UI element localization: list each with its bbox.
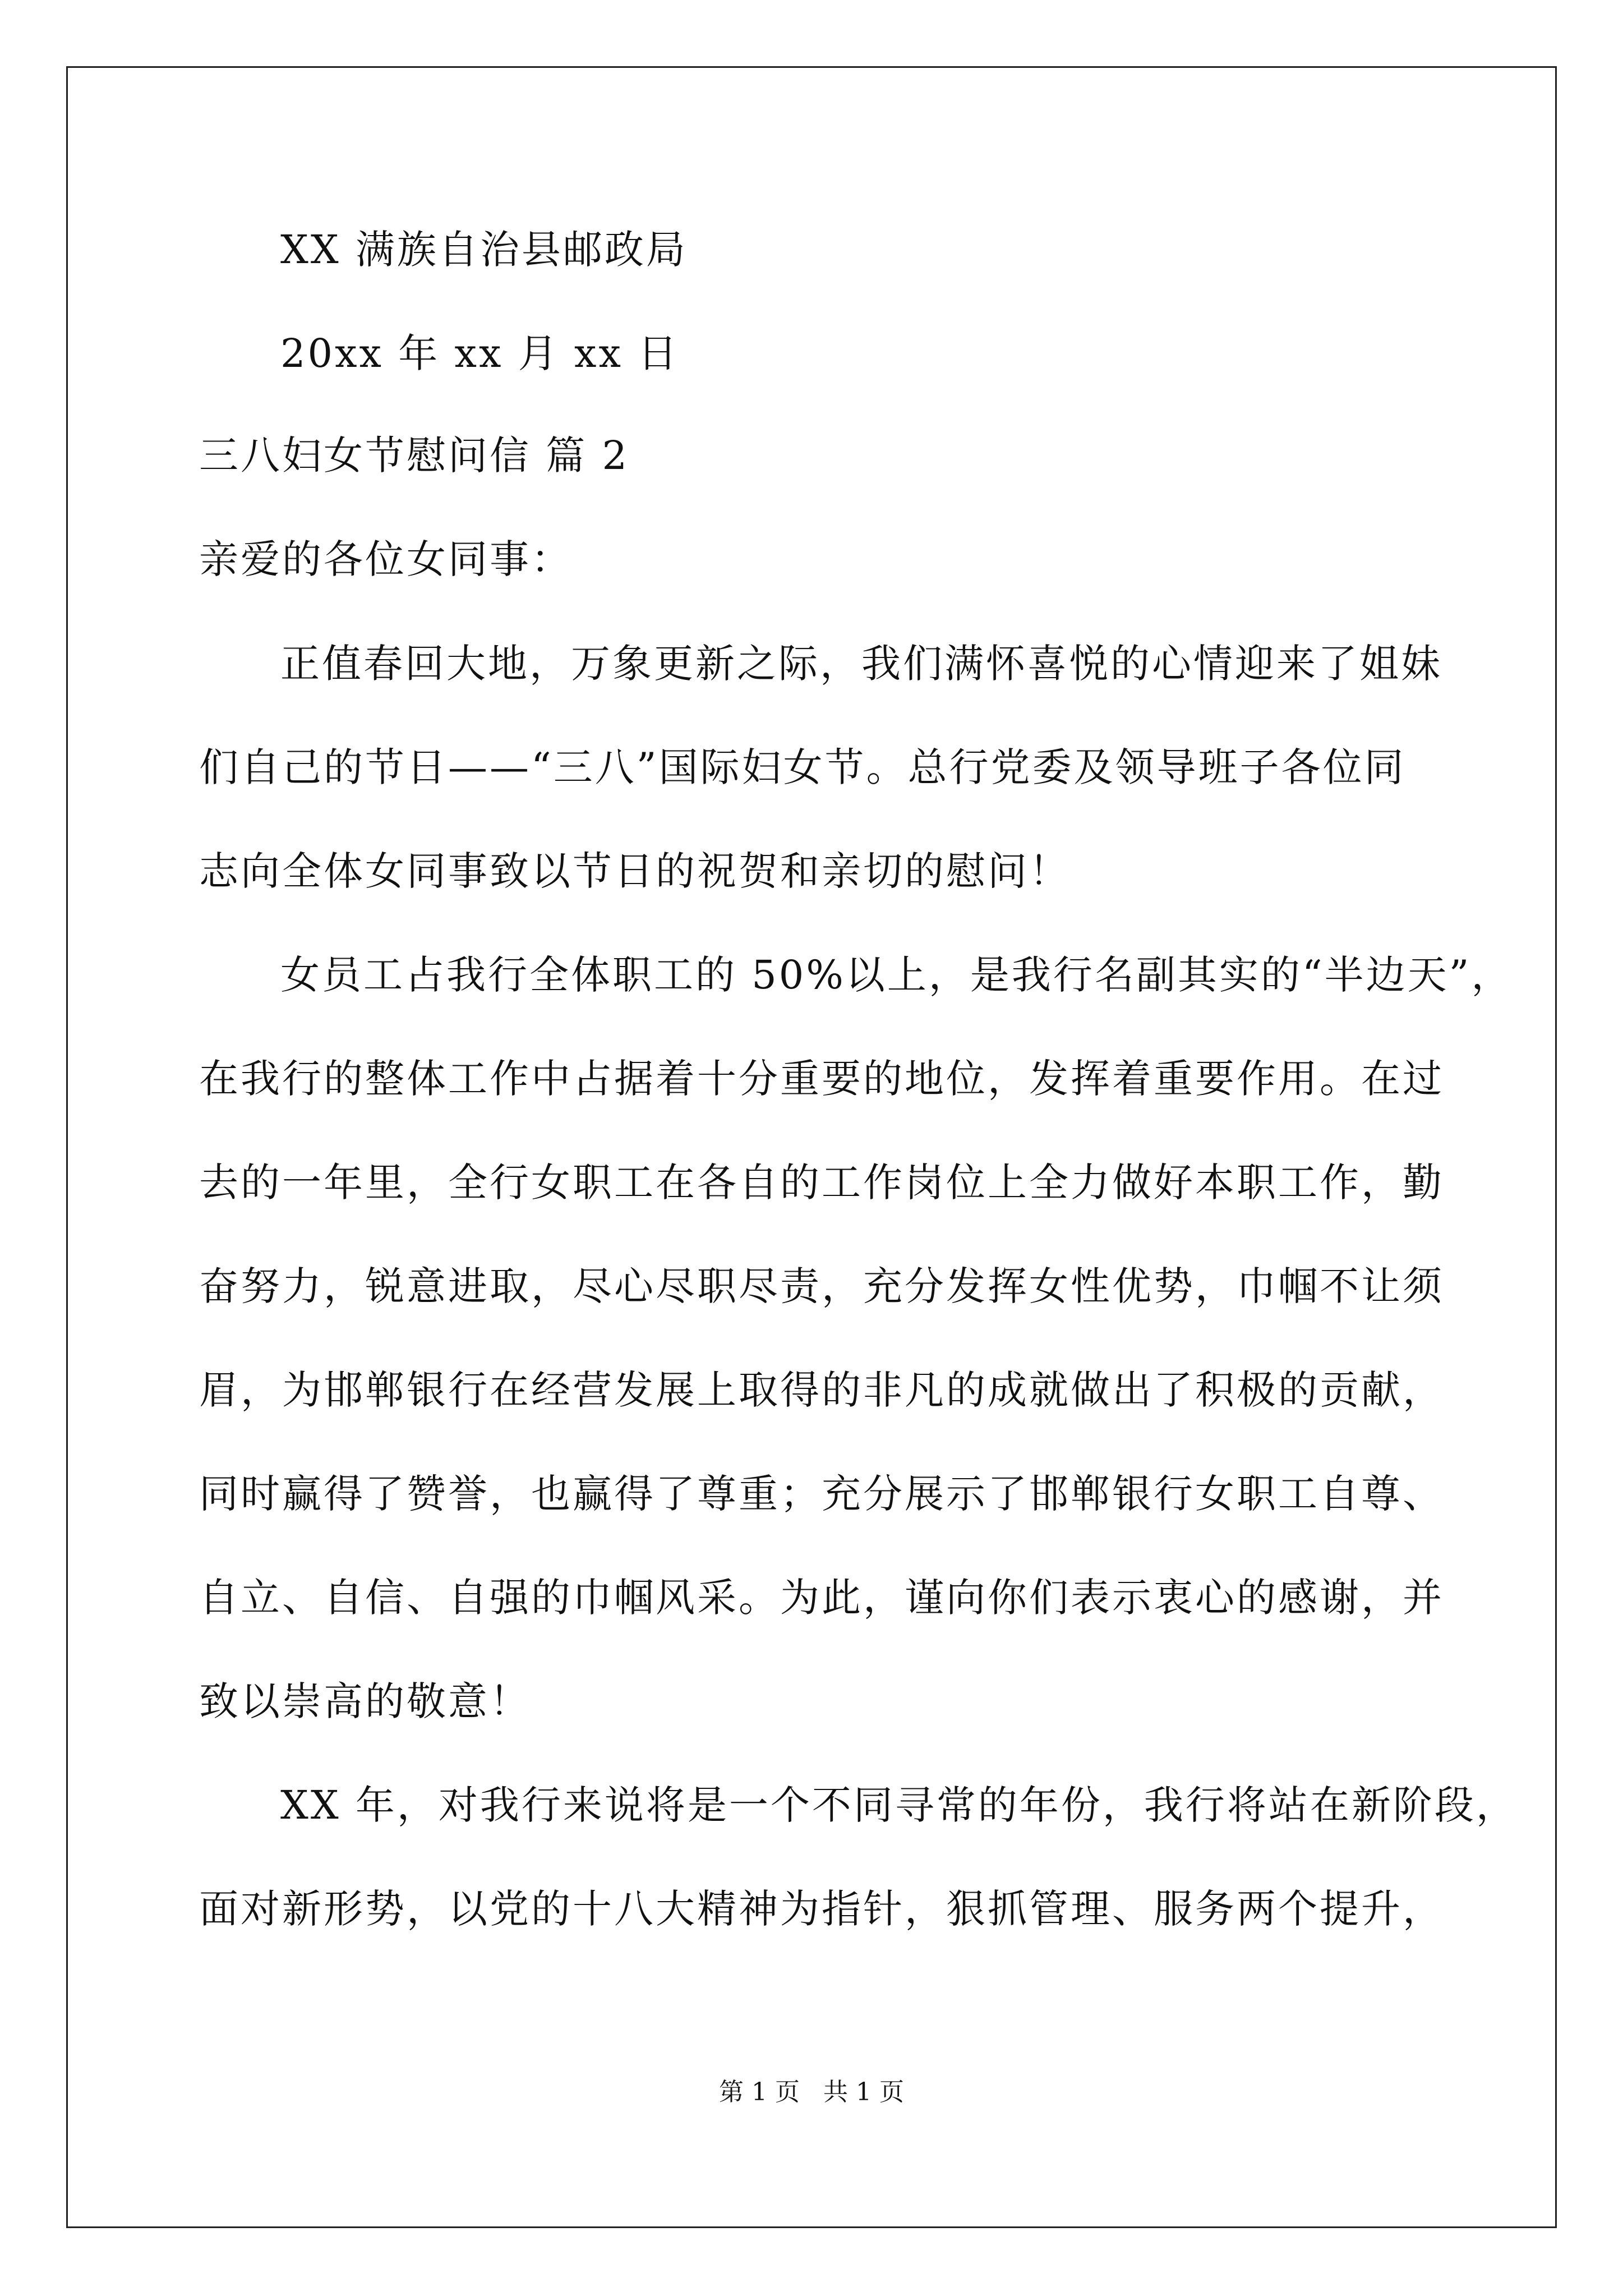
paragraph-line: 眉，为邯郸银行在经营发展上取得的非凡的成就做出了积极的贡献， [199, 1367, 1444, 1413]
letter-title: 三八妇女节慰问信 篇 2 [199, 432, 630, 478]
salutation: 亲爱的各位女同事： [199, 536, 573, 582]
sender-organization: XX 满族自治县邮政局 [280, 227, 688, 273]
paragraph-line: XX 年，对我行来说将是一个不同寻常的年份，我行将站在新阶段， [280, 1782, 1518, 1828]
paragraph-line: 正值春回大地，万象更新之际，我们满怀喜悦的心情迎来了姐妹 [280, 641, 1442, 687]
letter-date: 20xx 年 xx 月 xx 日 [280, 330, 680, 376]
page-total: 共 1 页 [823, 2078, 904, 2106]
page-footer [0, 2076, 1623, 2109]
paragraph-line: 女员工占我行全体职工的 50%以上，是我行名副其实的“半边天”， [280, 952, 1513, 998]
paragraph-line: 面对新形势，以党的十八大精神为指针，狠抓管理、服务两个提升， [199, 1886, 1444, 1932]
paragraph-line: 们自己的节日——“三八”国际妇女节。总行党委及领导班子各位同 [199, 744, 1406, 790]
page-number: 第 1 页 [719, 2078, 800, 2106]
paragraph-line: 奋努力，锐意进取，尽心尽职尽责，充分发挥女性优势，巾帼不让须 [199, 1263, 1444, 1309]
paragraph-line: 在我行的整体工作中占据着十分重要的地位，发挥着重要作用。在过 [199, 1056, 1444, 1102]
paragraph-line: 自立、自信、自强的巾帼风采。为此，谨向你们表示衷心的感谢，并 [199, 1575, 1444, 1621]
paragraph-line: 致以崇高的敬意！ [199, 1678, 531, 1724]
paragraph-line: 志向全体女同事致以节日的祝贺和亲切的慰问！ [199, 848, 1071, 894]
paragraph-line: 去的一年里，全行女职工在各自的工作岗位上全力做好本职工作，勤 [199, 1159, 1444, 1205]
paragraph-line: 同时赢得了赞誉，也赢得了尊重；充分展示了邯郸银行女职工自尊、 [199, 1471, 1444, 1517]
